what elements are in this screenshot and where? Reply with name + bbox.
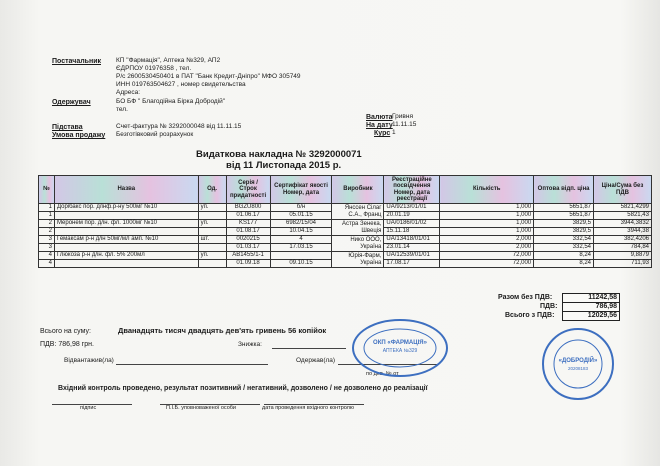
- date-label: На дату: [366, 122, 393, 129]
- vat-label: ПДВ:: [540, 303, 558, 310]
- date-value: 11.11.15: [392, 121, 417, 128]
- row-cert: 6982/15/04: [270, 220, 332, 228]
- row-unit: шт.: [198, 236, 226, 244]
- row-reg-date: 23.01.14: [384, 244, 440, 252]
- row-series: BGZU800: [226, 204, 270, 212]
- row-name-empty: [54, 260, 198, 268]
- supplier-name: КП "Фармація", Аптека №329, АП2: [116, 57, 221, 64]
- name-caption: П.І.Б. уповноваженої особи: [166, 405, 236, 411]
- row-price2: 8,24: [534, 260, 594, 268]
- supplier-inn: ИНН 019763504627 , номер свидетельства: [116, 81, 246, 88]
- col-header-reg: Реєстраційне посвідчення Номер, дата реєстрації: [384, 176, 440, 204]
- row-reg: UA/13418/01/01: [384, 236, 440, 244]
- rate-value: 1: [392, 129, 396, 136]
- svg-text:АПТЕКА №329: АПТЕКА №329: [382, 348, 418, 354]
- row-cert: 4: [270, 236, 332, 244]
- row-cert-date: 05.01.15: [270, 212, 332, 220]
- row-no: 2: [39, 228, 55, 236]
- vat-line: ПДВ: 786,98 грн.: [40, 341, 94, 348]
- col-header-unit: Од.: [198, 176, 226, 204]
- row-sum: 382,4206: [594, 236, 652, 244]
- col-header-sum: Ціна/Сума без ПДВ: [594, 176, 652, 204]
- row-unit-empty: [198, 228, 226, 236]
- row-expiry: 01.08.17: [226, 228, 270, 236]
- row-qty: 1,000: [440, 204, 534, 212]
- recipient-name: БО БФ " Благодійна Бірка Добродій": [116, 98, 226, 105]
- row-expiry: 01.03.17: [226, 244, 270, 252]
- row-expiry: 01.09.18: [226, 260, 270, 268]
- document-title: Видаткова накладна № 3292000071: [196, 149, 362, 160]
- row-sum2: 3944,38: [594, 228, 652, 236]
- svg-text:ОКП «ФАРМАЦІЯ»: ОКП «ФАРМАЦІЯ»: [373, 340, 427, 346]
- row-reg-date: 17.08.17: [384, 260, 440, 268]
- row-sum: 9,8879: [594, 252, 652, 260]
- sum-label: Всього на суму:: [40, 328, 91, 335]
- row-reg: UA/9213/01/01: [384, 204, 440, 212]
- row-name-empty: [54, 212, 198, 220]
- row-reg: UA/0186/01/02: [384, 220, 440, 228]
- terms-value: Безготівковий розрахунок: [116, 131, 194, 138]
- signature-caption: підпис: [80, 405, 97, 411]
- row-series: АВ1455/1-1: [226, 252, 270, 260]
- col-header-maker: Виробник: [332, 176, 384, 204]
- supplier-account: Р/с 2600530450401 в ПАТ "Банк Кредит-Дніпро" МФО 305749: [116, 73, 301, 80]
- items-table: [38, 175, 652, 268]
- svg-text:«ДОБРОДІЙ»: «ДОБРОДІЙ»: [558, 358, 598, 364]
- pharmacy-stamp: [350, 316, 450, 380]
- row-name: Глюкоза р-н д/ін. фл. 5% 200мл: [54, 252, 198, 260]
- row-price2: 332,54: [534, 244, 594, 252]
- row-price: 332,54: [534, 236, 594, 244]
- row-name: Меронем пор. д/ін. фл. 1000мг №10: [54, 220, 198, 228]
- row-no: 2: [39, 220, 55, 228]
- row-no: 3: [39, 236, 55, 244]
- row-qty2: 72,000: [440, 260, 534, 268]
- table-row: [39, 204, 652, 212]
- row-no: 1: [39, 212, 55, 220]
- currency-value: Гривня: [392, 113, 413, 120]
- table-row: [39, 236, 652, 244]
- row-qty: 2,000: [440, 236, 534, 244]
- total-with-vat-value: 12029,56: [562, 311, 620, 321]
- recipient-phone: тел.: [116, 106, 128, 113]
- row-no: 1: [39, 204, 55, 212]
- row-maker: Янссен Ciлаг С.А., Франц: [332, 204, 384, 220]
- col-header-series: Серія / Строк придатності: [226, 176, 270, 204]
- row-reg-date: 20.01.19: [384, 212, 440, 220]
- basis-value: Счет-фактура № 3292000048 від 11.11.15: [116, 123, 242, 130]
- row-price2: 3829,5: [534, 228, 594, 236]
- svg-text:20208183: 20208183: [567, 366, 589, 371]
- row-unit: уп.: [198, 204, 226, 212]
- control-text: Вхідний контроль проведено, результат позитивний / негативний, дозволено / не дозволено до реалізації: [58, 385, 428, 392]
- row-price: 8,24: [534, 252, 594, 260]
- document-date: від 11 Листопада 2015 р.: [226, 160, 342, 171]
- total-without-vat-label: Разом без ПДВ:: [498, 294, 553, 301]
- row-name-empty: [54, 244, 198, 252]
- col-header-cert: Сертифікат якості Номер, дата: [270, 176, 332, 204]
- terms-label: Умова продажу: [52, 132, 106, 139]
- row-reg: UA/12539/01/01: [384, 252, 440, 260]
- supplier-label: Постачальник: [52, 58, 101, 65]
- row-name: Гемаксам р-н д/ін 50мг/мл амп. №10: [54, 236, 198, 244]
- row-qty: 1,000: [440, 220, 534, 228]
- row-maker: Астра Зенека, Швеція: [332, 220, 384, 236]
- supplier-address: Адреса:: [116, 89, 141, 96]
- row-no: 4: [39, 252, 55, 260]
- vat-value: 786,98: [562, 302, 620, 312]
- row-unit: уп.: [198, 220, 226, 228]
- table-row: [39, 220, 652, 228]
- released-line: [116, 364, 268, 365]
- row-qty2: 1,000: [440, 212, 534, 220]
- row-price: 3829,5: [534, 220, 594, 228]
- rate-label: Курс: [374, 130, 391, 137]
- total-without-vat-value: 11242,58: [562, 293, 620, 303]
- row-series: KS177: [226, 220, 270, 228]
- currency-label: Валюта: [366, 114, 393, 121]
- col-header-qty: Кількість: [440, 176, 534, 204]
- row-maker: Нико ООО, Україна: [332, 236, 384, 252]
- charity-stamp: [540, 326, 616, 402]
- row-price: 5651,87: [534, 204, 594, 212]
- row-series: 0020215: [226, 236, 270, 244]
- row-sum2: 784,84: [594, 244, 652, 252]
- row-cert-date: 17.03.15: [270, 244, 332, 252]
- row-qty2: 2,000: [440, 244, 534, 252]
- row-cert-date: 10.04.15: [270, 228, 332, 236]
- row-cert: б/н: [270, 204, 332, 212]
- row-unit-empty: [198, 260, 226, 268]
- table-row: [39, 252, 652, 260]
- power-of-attorney: по дов. № от: [366, 371, 399, 377]
- col-header-no: №: [39, 176, 55, 204]
- row-reg-date: 15.11.18: [384, 228, 440, 236]
- row-sum: 5821,4299: [594, 204, 652, 212]
- row-price2: 5651,87: [534, 212, 594, 220]
- discount-line: [272, 348, 346, 349]
- basis-label: Підстава: [52, 124, 83, 131]
- received-label: Одержав(ла): [296, 357, 336, 364]
- col-header-price: Оптова відп. ціна: [534, 176, 594, 204]
- row-no: 4: [39, 260, 55, 268]
- row-qty2: 1,000: [440, 228, 534, 236]
- row-cert-date: 09.10.15: [270, 260, 332, 268]
- recipient-label: Одержувач: [52, 99, 91, 106]
- row-qty: 72,000: [440, 252, 534, 260]
- row-cert: [270, 252, 332, 260]
- row-unit-empty: [198, 212, 226, 220]
- row-expiry: 01.06.17: [226, 212, 270, 220]
- row-unit: уп.: [198, 252, 226, 260]
- col-header-name: Назва: [54, 176, 198, 204]
- row-sum2: 5821,43: [594, 212, 652, 220]
- total-with-vat-label: Всього з ПДВ:: [505, 312, 555, 319]
- supplier-edrpou: ЄДРПОУ 01976358 , тел.: [116, 65, 192, 72]
- row-sum: 3944,3832: [594, 220, 652, 228]
- row-sum2: 711,93: [594, 260, 652, 268]
- sum-in-words: Дванадцять тисяч двадцять дев'ять гривень 56 копійок: [118, 326, 327, 335]
- date-caption: дата проведення вхідного контролю: [262, 405, 355, 411]
- released-label: Відвантажив(ла): [64, 357, 114, 364]
- row-no: 3: [39, 244, 55, 252]
- row-unit-empty: [198, 244, 226, 252]
- row-name-empty: [54, 228, 198, 236]
- row-maker: Юрія-Фарм, Україна: [332, 252, 384, 268]
- discount-label: Знижка:: [238, 341, 262, 348]
- row-name: Дорібакс пор. д/інф.р-ну 500мг №10: [54, 204, 198, 212]
- table-header-row: [39, 176, 652, 204]
